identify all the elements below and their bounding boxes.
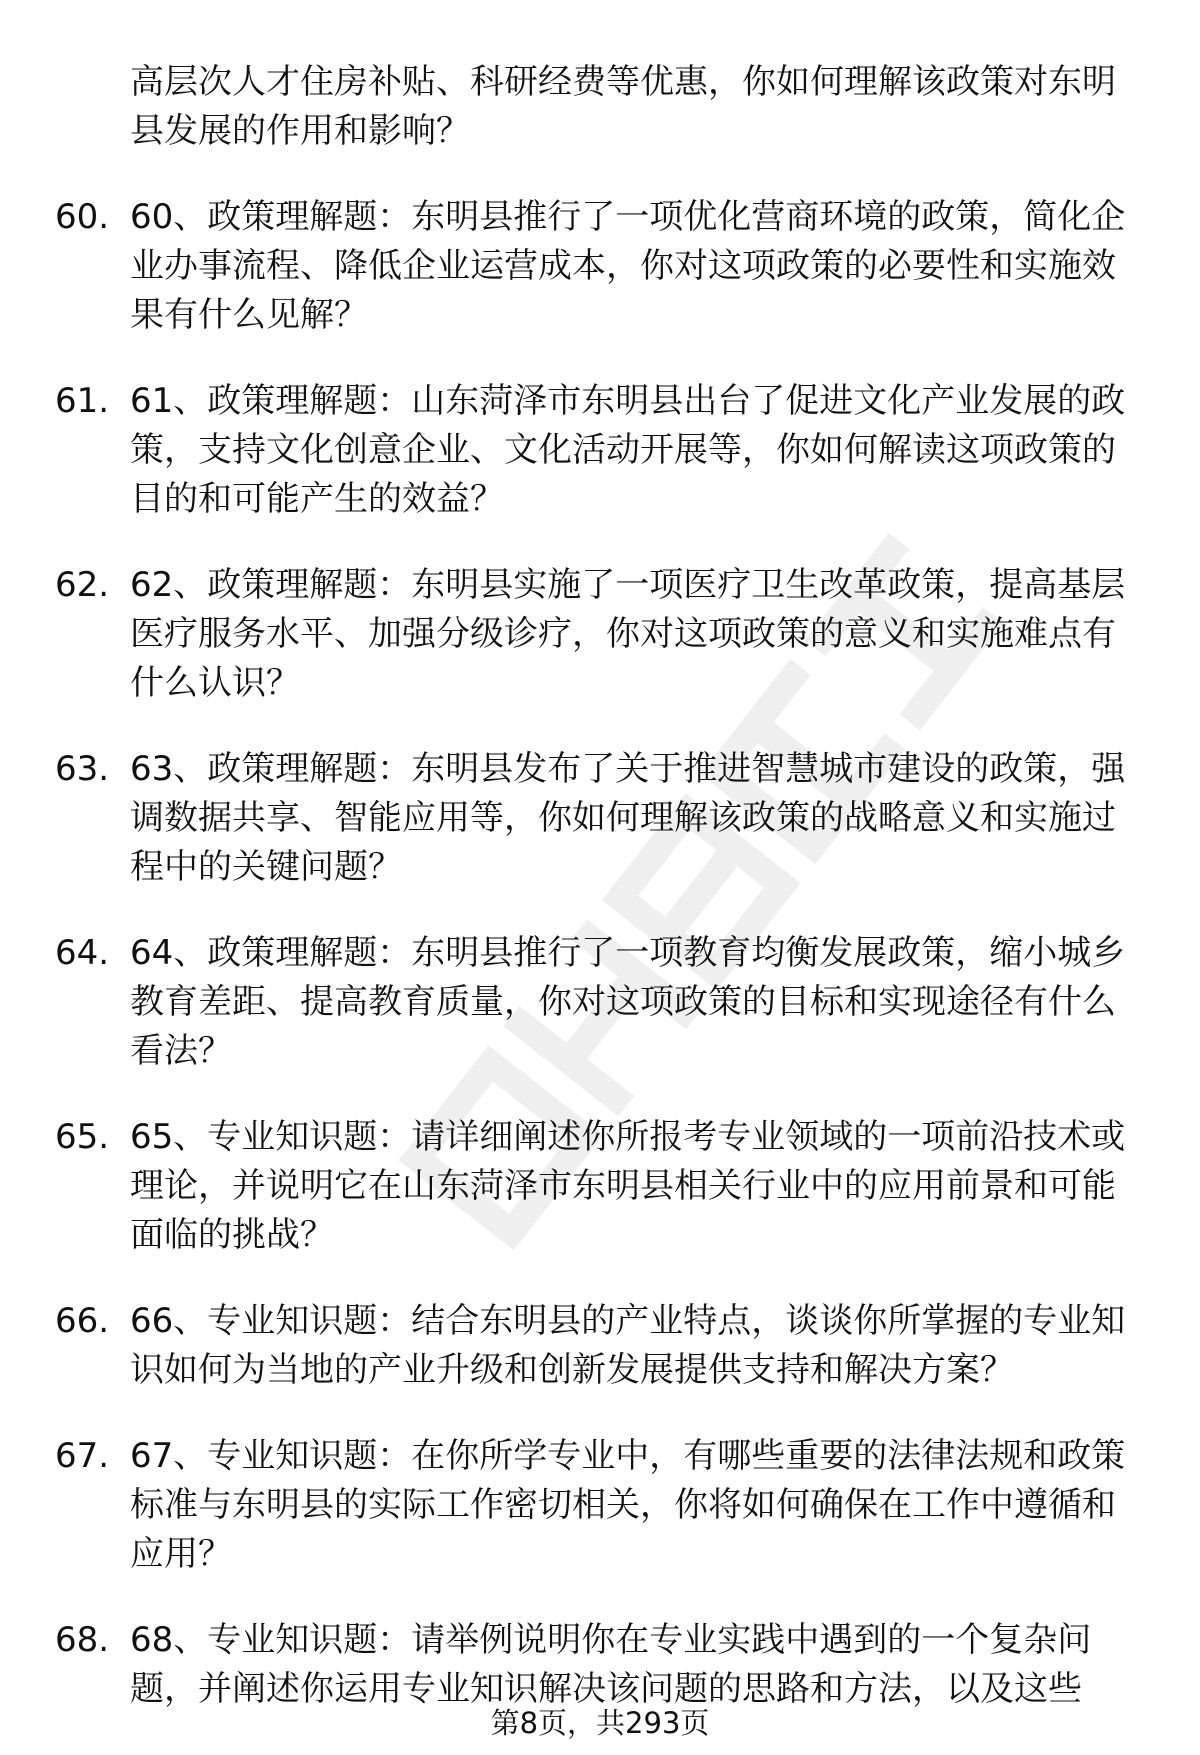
item-number: 65.: [55, 1117, 110, 1157]
item-number: 68.: [55, 1620, 110, 1660]
item-number: 66.: [55, 1301, 110, 1341]
item-text: 68、专业知识题：请举例说明你在专业实践中遇到的一个复杂问题，并阐述你运用专业知识解决该问题的思路和方法，以及这些: [130, 1620, 1092, 1709]
list-item: [0, 193, 1200, 340]
item-text: 62、政策理解题：东明县实施了一项医疗卫生改革政策，提高基层医疗服务水平、加强分级诊疗，你对这项政策的意义和实施难点有什么认识？: [130, 565, 1126, 703]
item-text: 67、专业知识题：在你所学专业中，有哪些重要的法律法规和政策标准与东明县的实际工作密切相关，你将如何确保在工作中遵循和应用？: [130, 1436, 1126, 1574]
item-number: 63.: [55, 749, 110, 789]
list-item: [0, 1432, 1200, 1579]
carryover-paragraph: 高层次人才住房补贴、科研经费等优惠，你如何理解该政策对东明县发展的作用和影响？: [130, 62, 1116, 151]
item-number: 67.: [55, 1436, 110, 1476]
list-item: [0, 377, 1200, 524]
item-number: 60.: [55, 197, 110, 237]
item-text: 63、政策理解题：东明县发布了关于推进智慧城市建设的政策，强调数据共享、智能应用等，你如何理解该政策的战略意义和实施过程中的关键问题？: [130, 749, 1126, 887]
item-text: 66、专业知识题：结合东明县的产业特点，谈谈你所掌握的专业知识如何为当地的产业升级和创新发展提供支持和解决方案？: [130, 1301, 1126, 1390]
item-text: 65、专业知识题：请详细阐述你所报考专业领域的一项前沿技术或理论，并说明它在山东菏泽市东明县相关行业中的应用前景和可能面临的挑战？: [130, 1117, 1126, 1255]
item-text: 60、政策理解题：东明县推行了一项优化营商环境的政策，简化企业办事流程、降低企业运营成本，你对这项政策的必要性和实施效果有什么见解？: [130, 197, 1126, 335]
list-item: [0, 1616, 1200, 1714]
item-text: 61、政策理解题：山东菏泽市东明县出台了促进文化产业发展的政策，支持文化创意企业、文化活动开展等，你如何解读这项政策的目的和可能产生的效益？: [130, 381, 1126, 519]
list-item: [0, 929, 1200, 1076]
item-number: 61.: [55, 381, 110, 421]
item-number: 64.: [55, 933, 110, 973]
item-text: 64、政策理解题：东明县推行了一项教育均衡发展政策，缩小城乡教育差距、提高教育质量，你对这项政策的目标和实现途径有什么看法？: [130, 933, 1126, 1071]
page-footer: 第8页，共293页: [490, 1706, 710, 1740]
list-item: [0, 561, 1200, 708]
list-item: [0, 1297, 1200, 1395]
question-list: [0, 58, 1200, 1751]
item-number: 62.: [55, 565, 110, 605]
list-item: [0, 1113, 1200, 1260]
list-item: [0, 745, 1200, 892]
